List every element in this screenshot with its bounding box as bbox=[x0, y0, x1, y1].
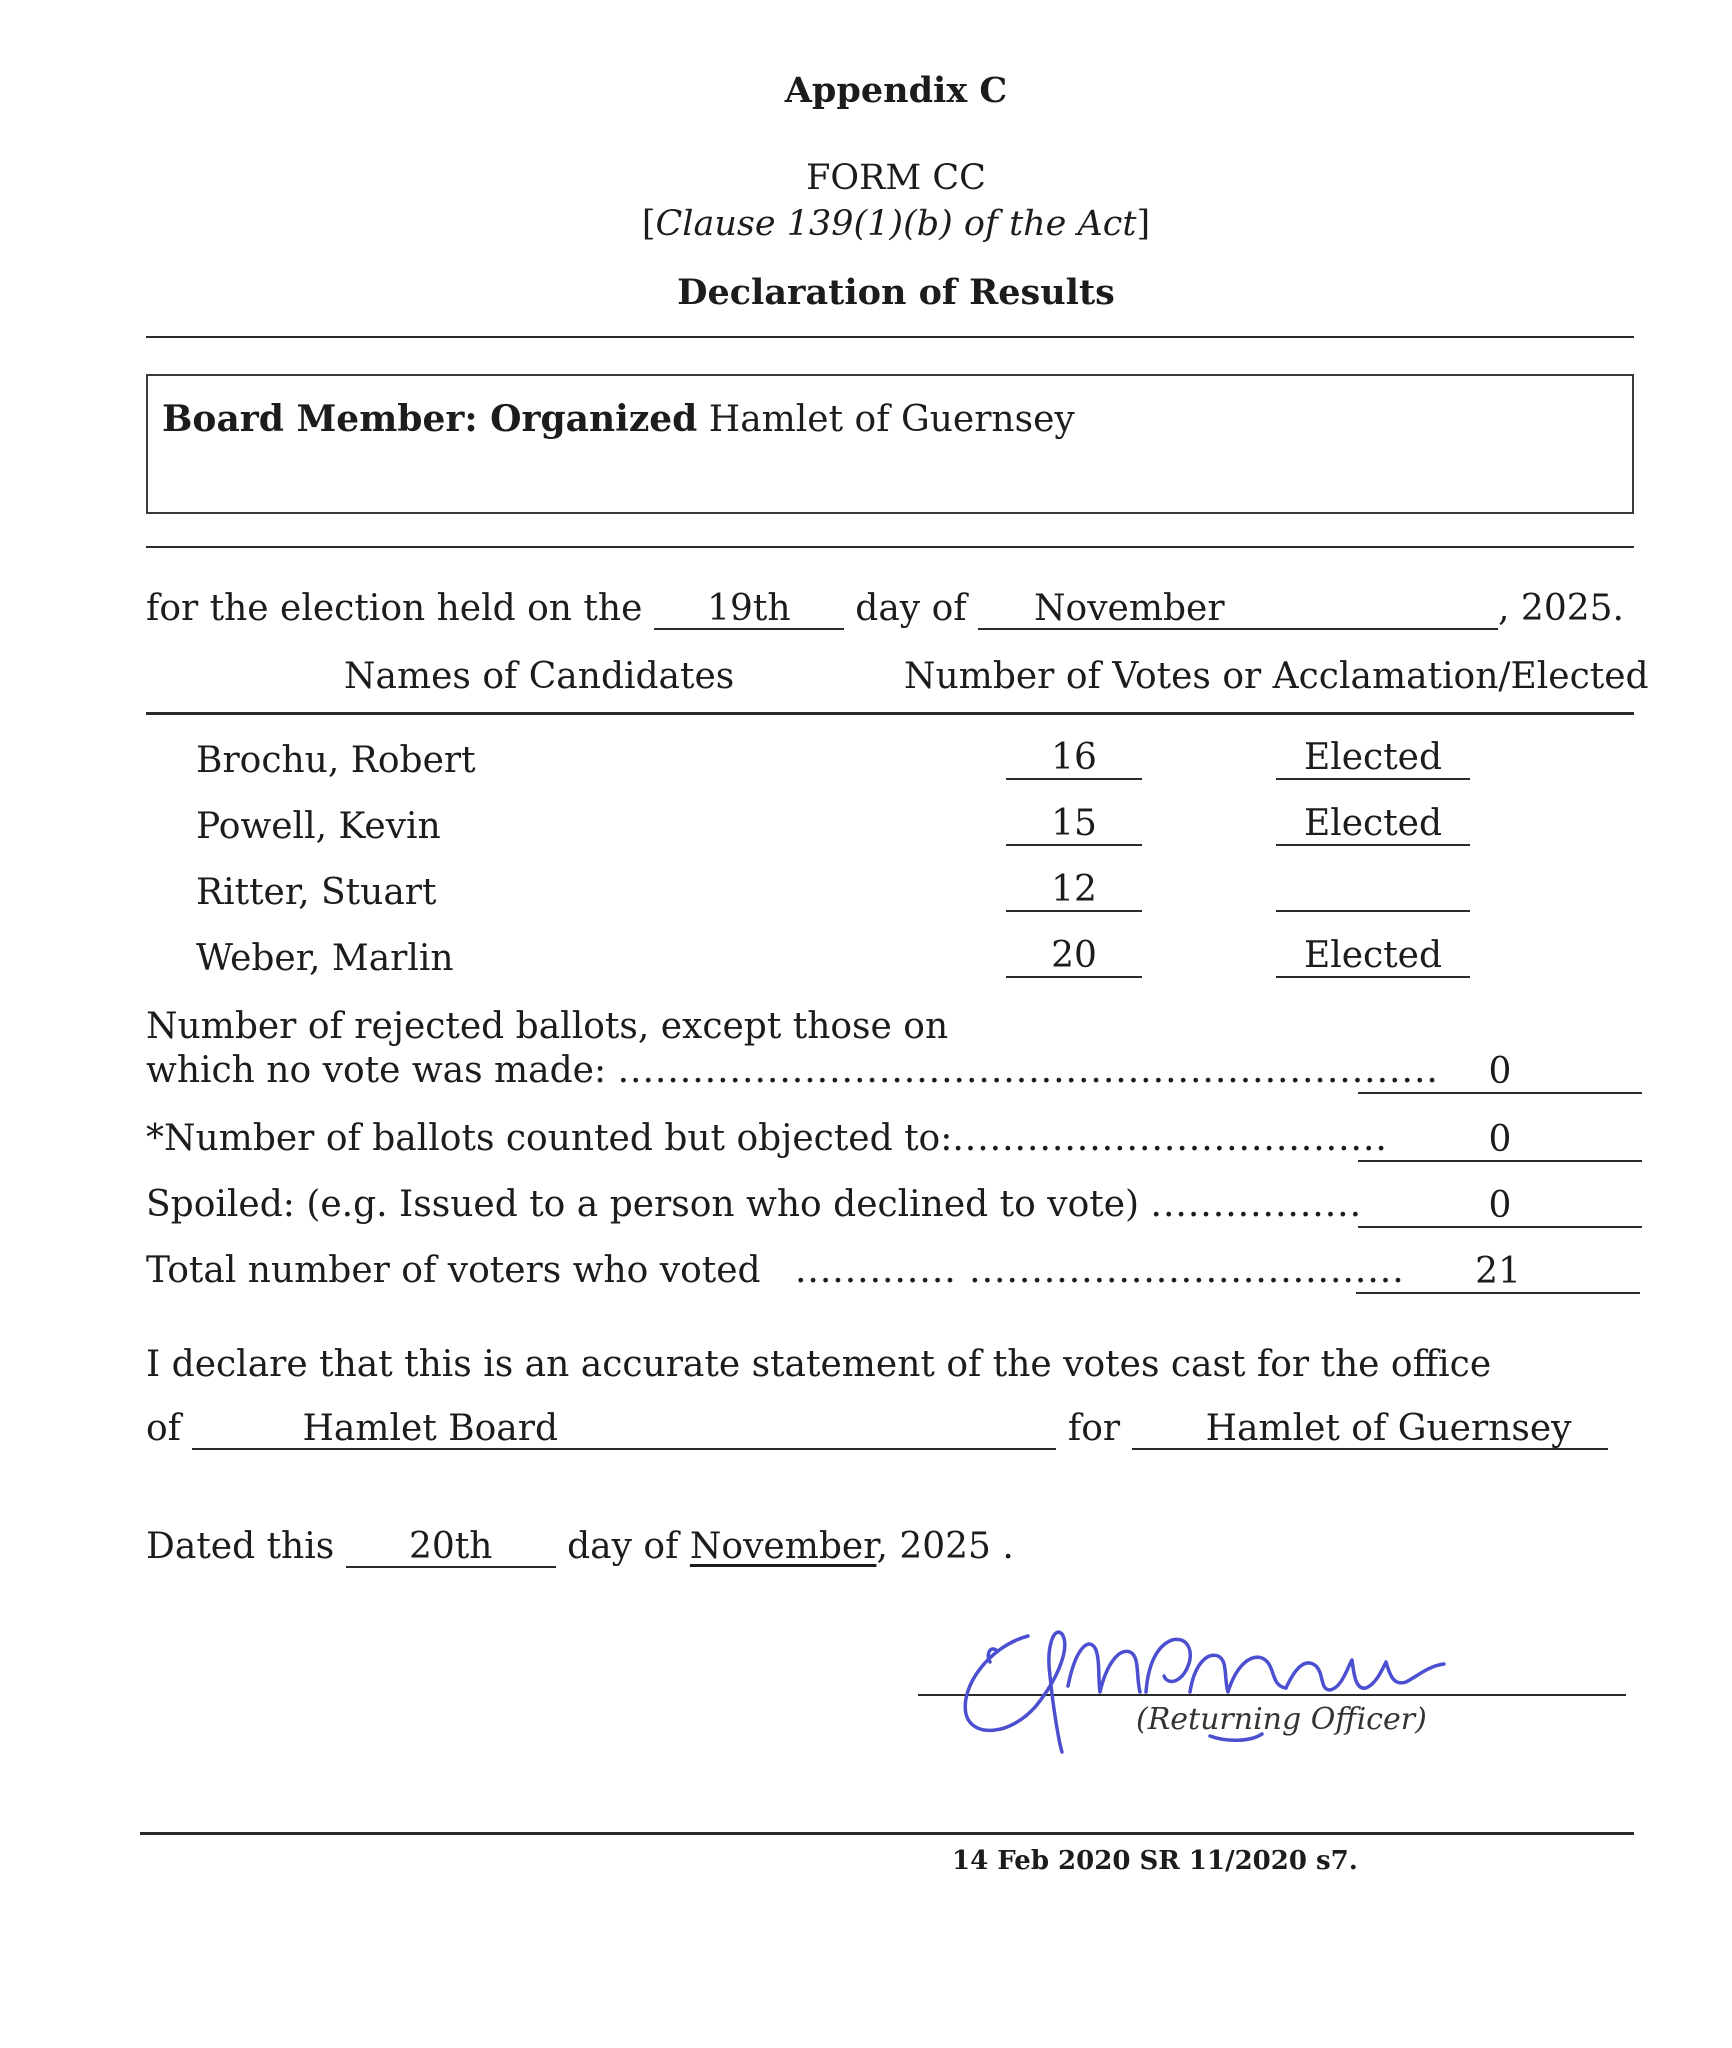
election-month-field: November bbox=[978, 590, 1498, 630]
rejected-ballots-label-1: Number of rejected ballots, except those on bbox=[146, 1006, 949, 1047]
signature-label: (Returning Officer) bbox=[1136, 1702, 1427, 1737]
office-box-text bbox=[162, 398, 1075, 440]
candidate-name: Weber, Marlin bbox=[196, 938, 454, 979]
office-field: Hamlet Board bbox=[192, 1410, 1056, 1450]
votes-column-header: Number of Votes or Acclamation/Elected bbox=[904, 656, 1649, 697]
dated-line: Dated this 20th day of November, 2025 . bbox=[146, 1526, 1014, 1567]
candidate-status: Elected bbox=[1276, 936, 1470, 978]
candidate-votes: 16 bbox=[1006, 738, 1142, 780]
divider bbox=[146, 336, 1634, 338]
form-name: FORM CC bbox=[806, 158, 986, 198]
objected-ballots-label: *Number of ballots counted but objected to:................................... bbox=[146, 1118, 1388, 1159]
candidate-status: Elected bbox=[1276, 738, 1470, 780]
candidate-votes: 12 bbox=[1006, 870, 1142, 912]
objected-ballots-value: 0 bbox=[1358, 1120, 1642, 1162]
appendix-heading: Appendix C bbox=[784, 70, 1008, 111]
spoiled-ballots-label: Spoiled: (e.g. Issued to a person who declined to vote) ................. bbox=[146, 1184, 1363, 1225]
election-date-line: for the election held on the 19th day of November , 2025. bbox=[146, 588, 1624, 629]
office-box bbox=[146, 374, 1634, 514]
office-label: Board Member: Organized bbox=[162, 398, 698, 440]
candidate-votes: 15 bbox=[1006, 804, 1142, 846]
clause-reference: [Clause 139(1)(b) of the Act] bbox=[641, 204, 1151, 244]
candidate-name: Ritter, Stuart bbox=[196, 872, 437, 913]
candidate-status bbox=[1276, 870, 1470, 912]
candidate-name: Powell, Kevin bbox=[196, 806, 441, 847]
dated-month-field: November bbox=[689, 1526, 877, 1567]
rejected-ballots-value: 0 bbox=[1358, 1052, 1642, 1094]
candidate-votes: 20 bbox=[1006, 936, 1142, 978]
total-voters-value: 21 bbox=[1356, 1252, 1640, 1294]
spoiled-ballots-value: 0 bbox=[1358, 1186, 1642, 1228]
table-header-rule bbox=[146, 712, 1634, 715]
total-voters-label: Total number of voters who voted ............. ................................... bbox=[146, 1250, 1405, 1291]
footer-citation: 14 Feb 2020 SR 11/2020 s7. bbox=[952, 1846, 1358, 1876]
divider bbox=[146, 546, 1634, 548]
jurisdiction-field: Hamlet of Guernsey bbox=[1132, 1410, 1608, 1450]
footer-rule bbox=[140, 1832, 1634, 1835]
office-line: of Hamlet Board for Hamlet of Guernsey bbox=[146, 1408, 1608, 1450]
rejected-ballots-label-2: which no vote was made: .................................................................. bbox=[146, 1050, 1439, 1091]
office-value: Hamlet of Guernsey bbox=[708, 399, 1075, 440]
candidate-name: Brochu, Robert bbox=[196, 740, 476, 781]
candidate-status: Elected bbox=[1276, 804, 1470, 846]
declaration-statement: I declare that this is an accurate statement of the votes cast for the office bbox=[146, 1344, 1492, 1385]
clause-text: Clause 139(1)(b) of the Act bbox=[655, 204, 1137, 244]
election-day-field: 19th bbox=[654, 590, 844, 630]
dated-day-field: 20th bbox=[346, 1528, 556, 1568]
form-title: Declaration of Results bbox=[677, 272, 1115, 313]
candidates-column-header: Names of Candidates bbox=[344, 656, 735, 697]
